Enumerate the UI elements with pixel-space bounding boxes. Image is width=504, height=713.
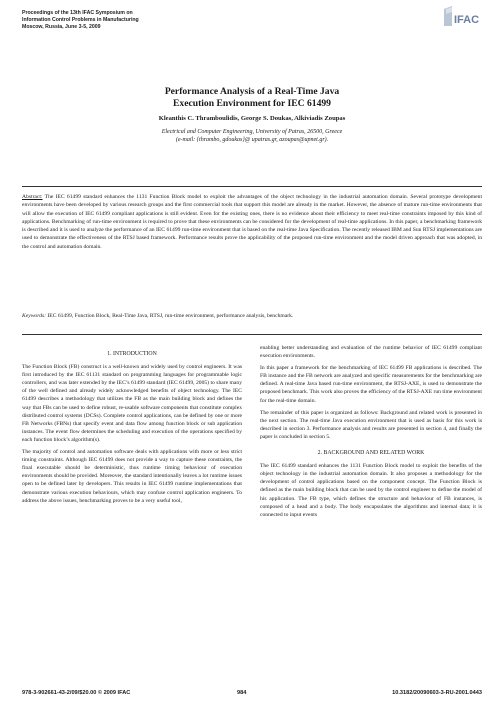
- proceedings-line: Moscow, Russia, June 3-5, 2009: [22, 24, 101, 30]
- title-line: Execution Environment for IEC 61499: [173, 97, 331, 109]
- proceedings-header: [22, 10, 139, 31]
- paper-title: [0, 86, 504, 109]
- paragraph: enabling better understanding and evaluation of the runtime behavior of IEC 61499 compliant execution environments.: [260, 345, 482, 360]
- title-line: Performance Analysis of a Real-Time Java: [164, 86, 340, 97]
- keywords-text: IEC 61499, Function Block, Real-Time Java, RTSJ, run-time environment, performance analysis, benchmark.: [46, 313, 294, 319]
- paragraph: The IEC 61499 standard enhances the 1131 Function Block model to exploit the benefits of the object technology in the industrial automation domain. It also proposes a methodology for the development of control applications based on the component concept. The Function Block is defined as the main building block that can be used by the control engineer to define the model of his application. The FB type, which defines the structure and behaviour of FB instances, is composed of a head and a body. The body encapsulates the algorithms and internal data; it is connected to input events: [260, 463, 482, 518]
- logo-text: IFAC: [454, 14, 480, 26]
- paragraph: The majority of control and automation software deals with applications with more or less strict timing constraints. Although IEC 61499 does not provide a way to capture these constraints, the final executable should be deterministic, thus runtime timing behaviour of execution environments should be provided. Moreover, the standard intentionally leaves a lot runtime issues open to be defined later by developers. This results in IEC 61499 runtime implementations that demonstrate various execution behaviours, which may confuse control application engineers. To address the above issues, benchmarking proves to be a very useful tool,: [22, 449, 242, 504]
- authors: Kleanthis C. Thramboulidis, George S. Doukas, Alkiviadis Zoupas: [158, 115, 346, 122]
- abstract-bottom-rule: [22, 334, 482, 335]
- keywords-label: Keywords:: [22, 313, 47, 319]
- abstract-text: The IEC 61499 standard enhances the 1131 Function Block model to exploit the advantages of the object technology in the industrial automation domain. Several prototype development environments have been developed by various research groups and the first commercial tools that support this model are already in the market. However, the absence of mature run-time environments that will allow the execution of IEC 61499 compliant applications is still evident. Even for the existing ones, there is no evidence about their efficiency to meet real-time constraints imposed by this kind of applications. Benchmarking of run-time environment is required to prove that these environments can be considered for the development of real-time applications. In this paper, a benchmarking framework is described and it is used to analyze the performance of an IEC 61499 run-time environment that is based on the real-time Java Specification. The recently released IBM and Sun RTSJ implementations are used to demonstrate the effectiveness of the RTSJ based framework. Performance results prove the applicability of the proposed run-time environment and the model driven approach that was adopted, in the control and automation domain.: [22, 194, 482, 250]
- proceedings-line: Information Control Problems in Manufacturing: [22, 17, 139, 23]
- affiliation-block: [0, 128, 504, 144]
- page-number: 984: [237, 690, 247, 696]
- abstract: [22, 193, 482, 251]
- paragraph: The Function Block (FB) construct is a well-known and widely used by control engineers. It was first introduced by the IEC 61131 standard on programming languages for programmable logic controllers, and was later extended by the IEC’s 61499 standard (IEC 61499, 2005) to share many of the well defined and already widely acknowledged benefits of object technology. The IEC 61499 describes a methodology that utilizes the FB as the main building block and defines the way that FBs can be used to define robust, re-usable software components that constitute complex distributed control systems (DCSs). Complete control applications, can be defined by one or more FB Networks (FBNs) that specify event and data flow among function block or sub application instances. The event flow determines the scheduling and execution of the operations specified by each function block’s algorithm(s).: [22, 364, 242, 443]
- abstract-top-rule: [22, 186, 482, 187]
- section-heading-background: 2. BACKGROUND AND RELATED WORK: [317, 450, 425, 457]
- proceedings-line: Proceedings of the 13th IFAC Symposium on: [22, 10, 133, 16]
- left-column: [22, 350, 242, 509]
- keywords: [22, 312, 482, 320]
- ifac-logo: [444, 6, 480, 28]
- paragraph: The remainder of this paper is organized as follows: Background and related work is presented in the next section. The real-time Java execution environment that is used as basis for this work is described in section 3. Performance analysis and results are presented in section 4, and finally the paper is concluded in section 5.: [260, 409, 482, 440]
- right-column: [260, 344, 482, 523]
- affiliation: Electrical and Computer Engineering, University of Patras, 26500, Greece: [161, 129, 343, 135]
- email: (e-mail: {thrambo, gdoukas}@ upatras.gr, azoupas@upnet.gr).: [175, 137, 329, 143]
- paragraph: In this paper a framework for the benchmarking of IEC 61499 FB applications is described. The FB instance and the FB network are analyzed and specific measurements for the benchmarking are defined. A real-time Java based run-time environment, the RTSJ-AXE, is used to demonstrate the proposed benchmark. This work also proves the efficiency of the RTSJ-AXE run time environment for the real-time domain.: [260, 365, 482, 404]
- footer-isbn: 978-3-902661-43-2/09/$20.00 © 2009 IFAC: [22, 690, 131, 696]
- section-heading-introduction: 1. INTRODUCTION: [107, 351, 157, 357]
- footer-doi: 10.3182/20090603-3-RU-2001.0443: [392, 690, 482, 696]
- abstract-label: Abstract:: [22, 194, 43, 200]
